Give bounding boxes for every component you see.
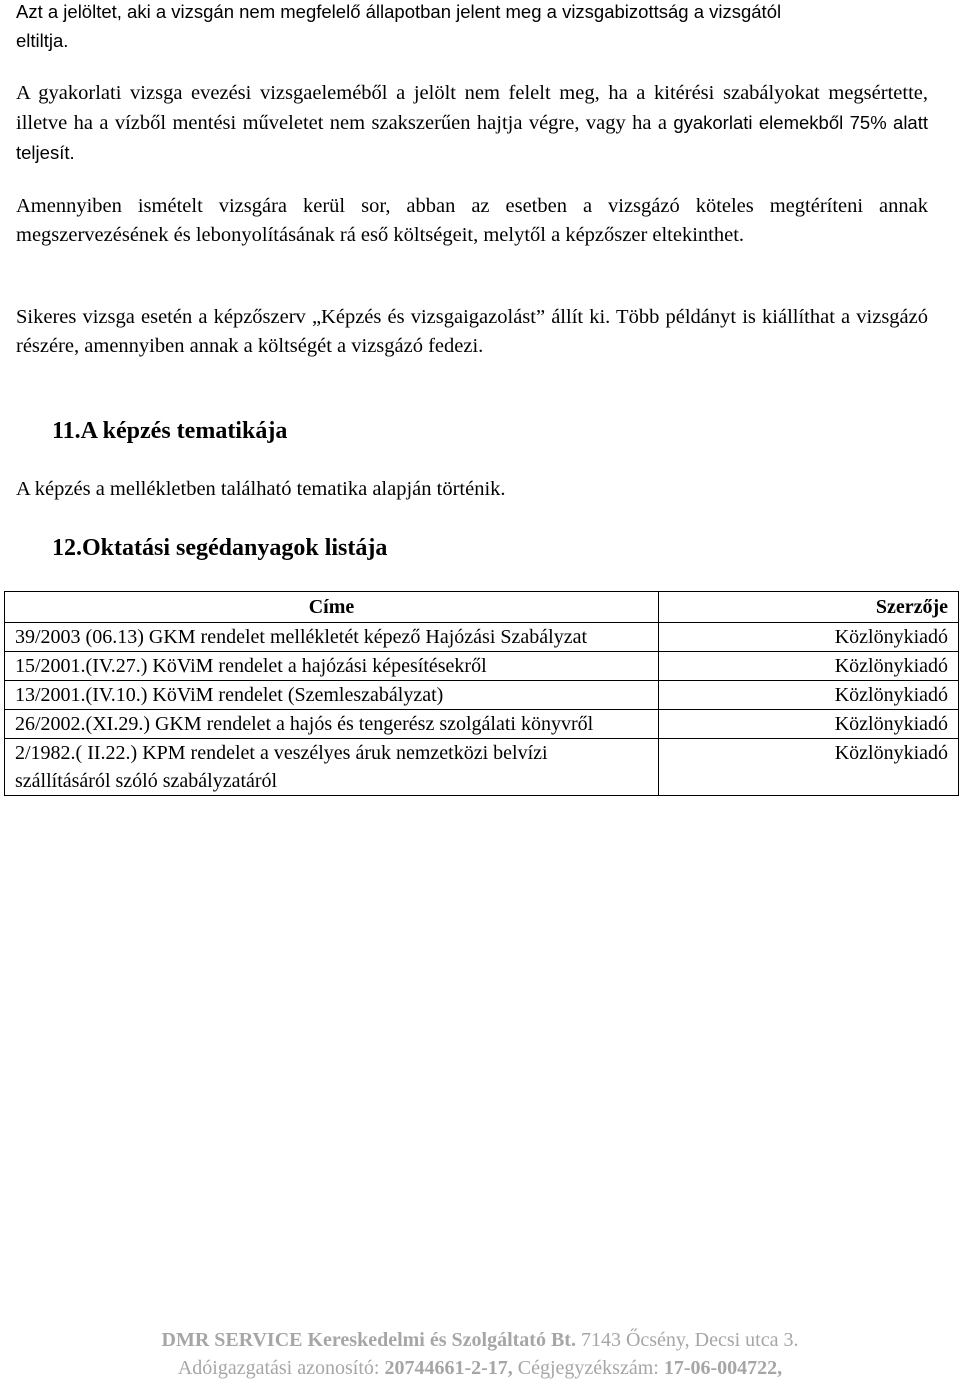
table-cell-author: Közlönykiadó: [659, 623, 959, 652]
table-cell-author: Közlönykiadó: [659, 739, 959, 796]
section-11-heading: 11.A képzés tematikája: [52, 418, 288, 444]
materials-table: [4, 591, 959, 796]
footer-reg-no: 17-06-004722,: [663, 1357, 783, 1379]
table-row: [5, 652, 959, 681]
table-cell-title: 13/2001.(IV.10.) KöViM rendelet (Szemleszabályzat): [5, 681, 659, 710]
section-12-heading: 12.Oktatási segédanyagok listája: [52, 535, 388, 561]
paragraph-practical-exam: [16, 79, 928, 168]
table-cell-title: 26/2002.(XI.29.) GKM rendelet a hajós és tengerész szolgálati könyvről: [5, 710, 659, 739]
footer-tax-label: Adóigazgatási azonosító:: [177, 1357, 380, 1379]
table-cell-author: Közlönykiadó: [659, 681, 959, 710]
column-header-title: Címe: [5, 592, 659, 623]
table-row: [5, 681, 959, 710]
footer-reg-label: Cégjegyzékszám:: [517, 1357, 659, 1379]
column-header-author: Szerzője: [659, 592, 959, 623]
footer-address: 7143 Őcsény, Decsi utca 3.: [580, 1329, 799, 1351]
paragraph-practical-exam-text: A gyakorlati vizsga evezési vizsgaeleméből a jelölt nem felelt meg, ha a kitérési szabályokat megsértette, illetve ha a vízből mentési műveletet nem szakszerűen hajtja végre, vagy ha a: [16, 82, 928, 134]
paragraph-ban: [16, 0, 928, 55]
footer-line-2: [0, 1354, 960, 1382]
table-cell-author: Közlönykiadó: [659, 710, 959, 739]
table-header-row: [5, 592, 959, 623]
table-cell-author: Közlönykiadó: [659, 652, 959, 681]
table-row: [5, 623, 959, 652]
table-row: [5, 710, 959, 739]
table-cell-title: 39/2003 (06.13) GKM rendelet mellékletét képező Hajózási Szabályzat: [5, 623, 659, 652]
paragraph-practical-exam-tail: gyakorlati elemekből 75% alatt teljesít.: [16, 112, 929, 163]
footer-tax-id: 20744661-2-17,: [384, 1357, 513, 1379]
table-cell-title: 15/2001.(IV.27.) KöViM rendelet a hajózási képesítésekről: [5, 652, 659, 681]
paragraph-ban-line1: Azt a jelöltet, aki a vizsgán nem megfelelő állapotban jelent meg a vizsgabizottság a vizsgától: [16, 1, 782, 22]
paragraph-repeat-exam: Amennyiben ismételt vizsgára kerül sor, abban az esetben a vizsgázó köteles megtéríteni annak megszervezésének és lebonyolításának rá eső költségeit, melytől a képzőszer eltekinthet.: [16, 195, 928, 246]
section-11-text: A képzés a mellékletben található tematika alapján történik.: [16, 478, 506, 500]
paragraph-ban-line2: eltiltja.: [16, 30, 69, 51]
footer-line-1: [0, 1326, 960, 1354]
footer-company: DMR SERVICE Kereskedelmi és Szolgáltató Bt.: [161, 1329, 576, 1351]
paragraph-certificate: Sikeres vizsga esetén a képzőszerv „Képzés és vizsgaigazolást” állít ki. Több példányt is kiállíthat a vizsgázó részére, amennyiben annak a költségét a vizsgázó fedezi.: [16, 306, 928, 357]
table-cell-title: 2/1982.( II.22.) KPM rendelet a veszélyes áruk nemzetközi belvízi szállításáról szóló szabályzatáról: [5, 739, 659, 796]
table-row: [5, 739, 959, 796]
